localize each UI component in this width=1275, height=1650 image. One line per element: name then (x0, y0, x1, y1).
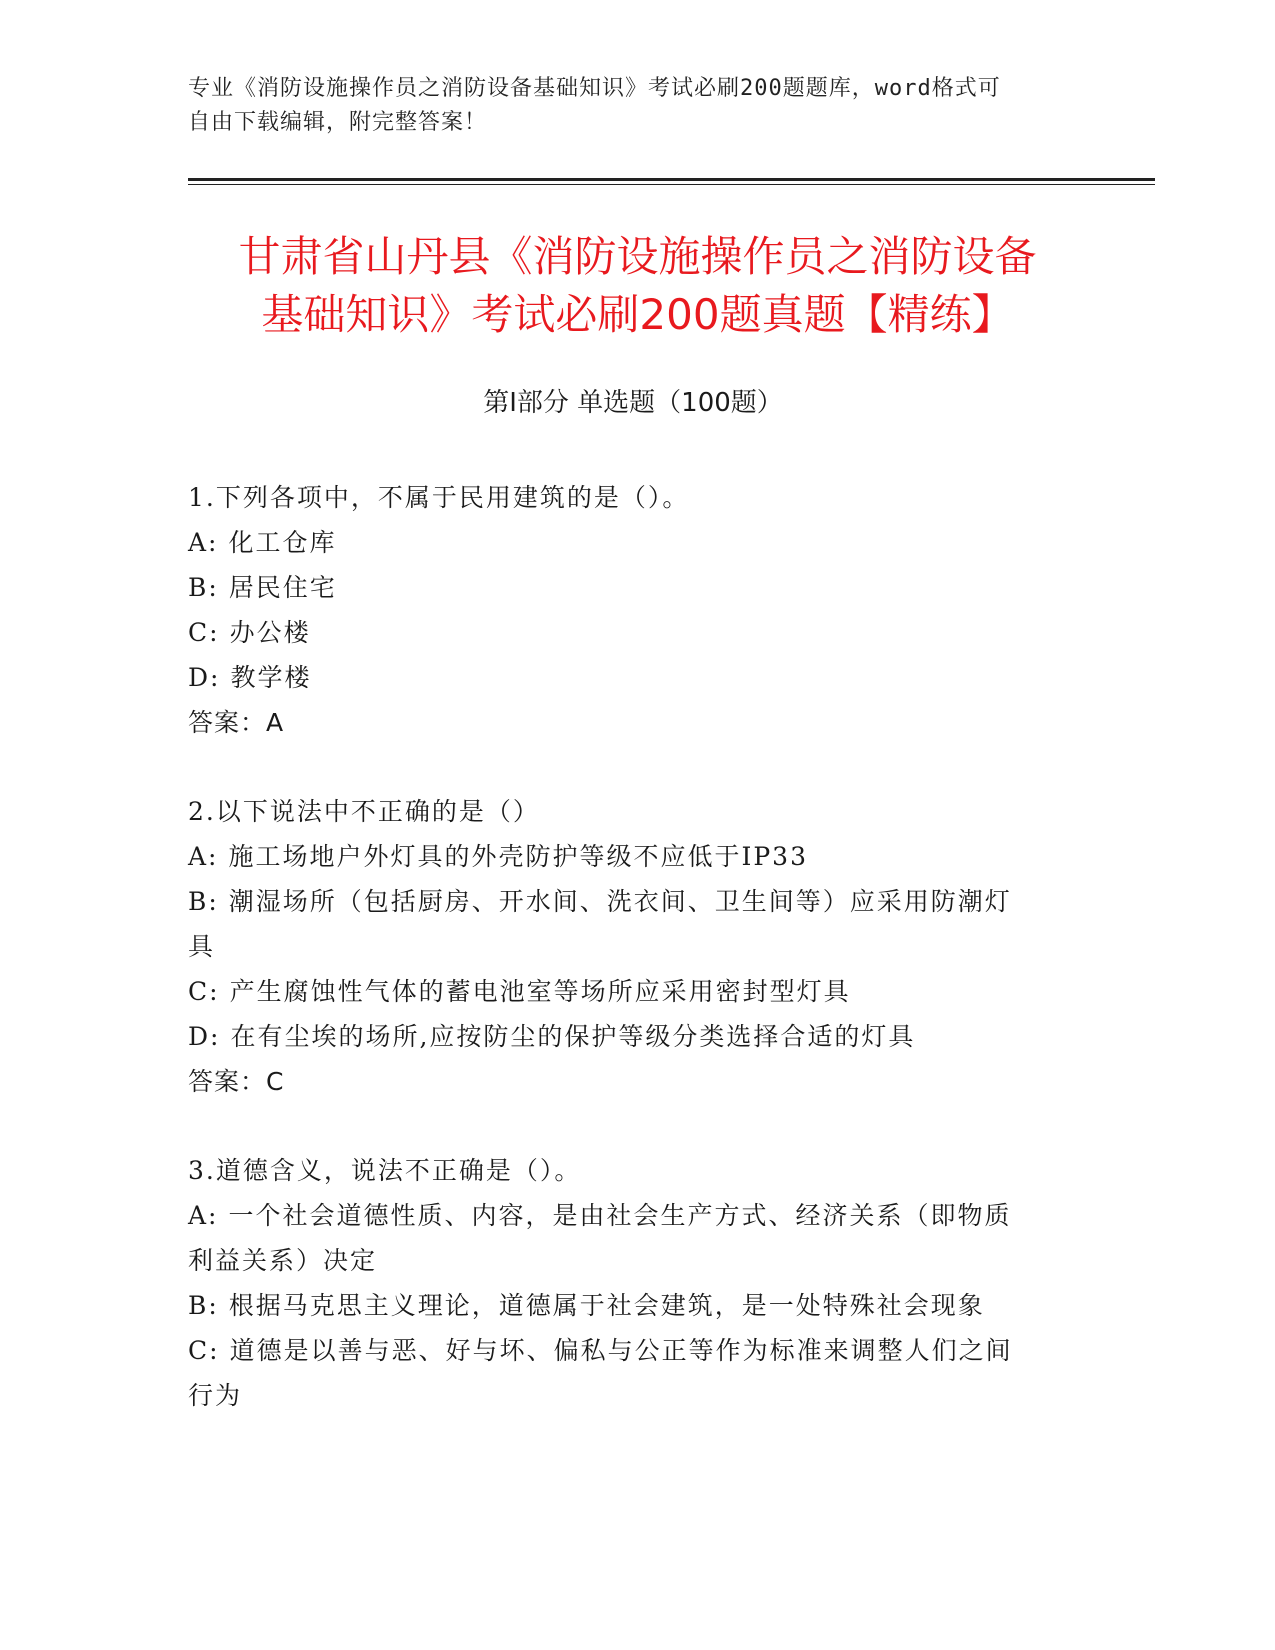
option-text: 一个社会道德性质、内容，是由社会生产方式、经济关系（即物质 (228, 1201, 1012, 1230)
question-list (188, 475, 1078, 1462)
option-key: A: (188, 1201, 219, 1230)
option-c (188, 969, 1078, 1014)
question-stem: 2.以下说法中不正确的是（） (188, 797, 540, 826)
option-text: 产生腐蚀性气体的蓄电池室等场所应采用密封型灯具 (229, 977, 851, 1006)
answer-line: 答案：C (188, 1067, 285, 1096)
option-b-continued (188, 924, 1078, 969)
option-a (188, 834, 1078, 879)
section-title: 第Ⅰ部分 单选题（100题） (483, 388, 783, 418)
option-text: 居民住宅 (228, 573, 337, 602)
option-key: C: (188, 618, 220, 647)
header-divider-thin (188, 184, 1155, 185)
document-title-line: 甘肃省山丹县《消防设施操作员之消防设备 (238, 232, 1037, 281)
option-text: 行为 (188, 1381, 243, 1410)
option-c (188, 1328, 1078, 1373)
question-stem: 3.道德含义，说法不正确是（）。 (188, 1156, 582, 1185)
option-text: 道德是以善与恶、好与坏、偏私与公正等作为标准来调整人们之间 (229, 1336, 1013, 1365)
option-text: 潮湿场所（包括厨房、开水间、洗衣间、卫生间等）应采用防潮灯 (228, 887, 1012, 916)
document-title-line: 基础知识》考试必刷200题真题【精练】 (261, 290, 1014, 339)
option-a (188, 1193, 1078, 1238)
option-key: C: (188, 1336, 220, 1365)
header-note (188, 72, 1068, 140)
option-key: B: (188, 573, 219, 602)
option-b (188, 879, 1078, 924)
option-key: C: (188, 977, 220, 1006)
option-text: 施工场地户外灯具的外壳防护等级不应低于IP33 (228, 842, 808, 871)
question-item (188, 789, 1078, 1104)
option-b (188, 1283, 1078, 1328)
option-text: 在有尘埃的场所,应按防尘的保护等级分类选择合适的灯具 (230, 1022, 916, 1051)
option-key: B: (188, 1291, 219, 1320)
option-key: D: (188, 1022, 221, 1051)
option-key: A: (188, 528, 219, 557)
header-note-line: 专业《消防设施操作员之消防设备基础知识》考试必刷200题题库，word格式可 (188, 76, 1001, 101)
option-text: 化工仓库 (228, 528, 337, 557)
question-item (188, 1148, 1078, 1418)
option-text: 具 (188, 932, 216, 961)
option-d (188, 655, 1078, 700)
header-divider-thick (188, 178, 1155, 181)
document-title (160, 228, 1115, 344)
answer-line: 答案：A (188, 708, 285, 737)
option-a (188, 520, 1078, 565)
option-key: D: (188, 663, 221, 692)
option-text: 教学楼 (230, 663, 312, 692)
question-stem: 1.下列各项中，不属于民用建筑的是（）。 (188, 483, 690, 512)
question-item (188, 475, 1078, 745)
option-a-continued (188, 1238, 1078, 1283)
option-text: 根据马克思主义理论，道德属于社会建筑，是一处特殊社会现象 (228, 1291, 985, 1320)
option-key: A: (188, 842, 219, 871)
option-key: B: (188, 887, 219, 916)
option-text: 办公楼 (229, 618, 311, 647)
option-b (188, 565, 1078, 610)
option-text: 利益关系）决定 (188, 1246, 378, 1275)
option-d (188, 1014, 1078, 1059)
header-note-line: 自由下载编辑，附完整答案！ (188, 110, 488, 135)
option-c-continued (188, 1373, 1078, 1418)
option-c (188, 610, 1078, 655)
